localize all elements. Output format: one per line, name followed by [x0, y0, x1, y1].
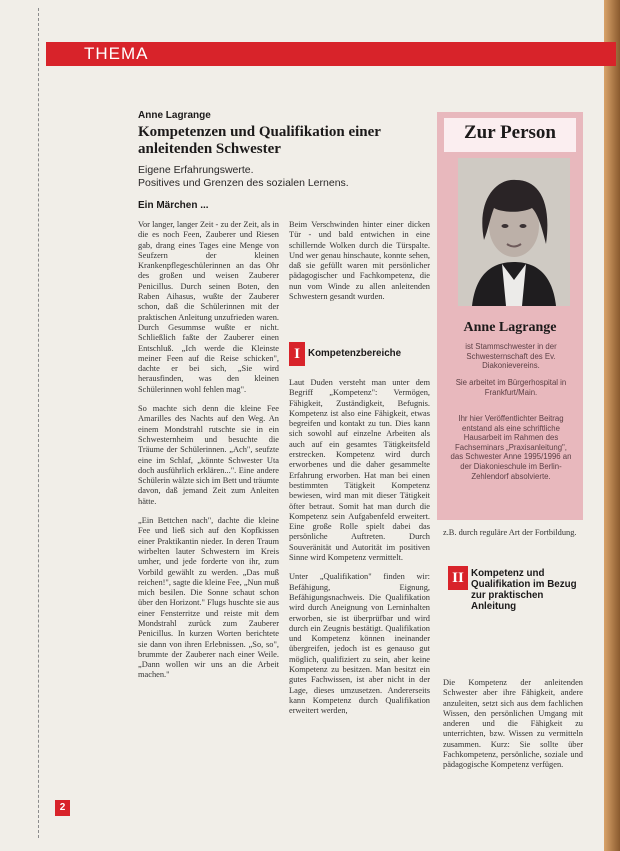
page-number: 2: [55, 800, 70, 816]
sidebar-title: Zur Person: [463, 122, 556, 143]
portrait-illustration: [458, 158, 570, 306]
column-1: [138, 220, 279, 690]
section-heading-text: Kompetenzbereiche: [308, 348, 402, 359]
paragraph: „Ein Bettchen nach", dachte die kleine Fee und ließ sich auf den Kopfkissen einer Praktikantin nieder. In deren Traum wirbelten lauter Schwestern im Kreis umher, und jede forderte von ihr, zum Vorbild gewählt zu werden. „Das muß reichen!", sagte die kleine Fee, „Nun muß mich besilen. Die Sonne schaut schon über den Horizont." Flugs huschte sie aus einer Fensterritze und reiste mit dem Mondstrahl zurück zum Zauberer Penicillus. In kurzen Worten berichtete sie dann von ihren Erlebnissen. „So, so", brummte der Zauberer nach einer Weile. „Dann wollen wir uns an die Arbeit machen.": [138, 516, 279, 680]
scan-edge: [38, 8, 40, 838]
column-3-body: [443, 678, 583, 780]
roman-numeral: II: [448, 566, 468, 590]
author-name: Anne Lagrange: [138, 110, 211, 121]
paragraph: z.B. durch reguläre Art der Fortbildung.: [443, 528, 577, 537]
paragraph: Vor langer, langer Zeit - zu der Zeit, als in die es noch Feen, Zauberer und Riesen gab, drang eines Tages eine Menge von Seufzern der kleinen Krankenpflegeschülerinnen an das Ohr des großen und weisen Zauberer Penicillus. Durch seinen Boten, den Raben Aihasus, wußte der Zauberer schon, daß die Schülerinnen mit der praktischen Anleitung unzufrieden waren. Durch Gesummse wußte er nicht. Schließlich faßte der Zauberer einen Entschluß. „Ich werde die Kleinste meiner Feen auf die Reise schicken", dachte er bei sich, „Sie wird herausfinden, was den kleinen Schülerinnen wohl fehlen mag".: [138, 220, 279, 394]
article-title: Kompetenzen und Qualifikation einer anleitenden Schwester: [138, 124, 381, 157]
sidebar-paragraph: ist Stammschwester in der Schwesternschaft des Ev. Diakonievereins.: [465, 342, 557, 371]
book-spine-edge: [604, 0, 620, 851]
section-heading-maerchen: Ein Märchen ...: [138, 200, 209, 211]
sidebar-title-box: [444, 118, 576, 152]
section-band: [46, 42, 616, 66]
section-heading-text: Kompetenz und Qualifikation im Bezug zur praktischen Anleitung: [471, 568, 577, 612]
column-3-top: [443, 528, 583, 547]
subtitle-line: Positives und Grenzen des sozialen Lernens.: [138, 177, 349, 189]
column-2-body: [289, 378, 430, 726]
sidebar-paragraph: Ihr hier Veröffentlichter Beitrag entstand als eine schriftliche Hausarbeit im Rahmen des Fachseminars „Praxisanleitung", das Schwester Anne 1995/1996 an der Diakonieschule im Berlin-Zehlendorf absolvierte.: [450, 414, 572, 481]
paragraph: Die Kompetenz der anleitenden Schwester aber ihre Fähigkeit, andere anzuleiten, setzt sich aus dem fachlichen Wissen, den persönlichen Umgang mit anderen und die Fähigkeit zu unterrichten, bzw. Wissen zu vermitteln zusammen. Kurz: Sie sollte über Fachkompetenz, persönliche, soziale und pädagogische Kompetenz verfügen.: [443, 678, 583, 770]
paragraph: Beim Verschwinden hinter einer dicken Tür - und bald entwichen in eine schillernde Wolken durch die Türspalte. Und wer genau hinschaute, konnte sehen, daß sie gefüllt waren mit persönlicher pädagogischer und Fachkompetenz, die nun vom Winde zu allen anleitenden Schwestern gesandt wurden.: [289, 220, 430, 302]
article-subtitle: [138, 164, 428, 190]
column-2-top: [289, 220, 430, 311]
subtitle-line: Eigene Erfahrungswerte.: [138, 164, 254, 176]
roman-numeral: I: [289, 342, 305, 366]
sidebar-person-name: Anne Lagrange: [463, 320, 557, 335]
author-photo: [458, 158, 570, 306]
sidebar-paragraph: Sie arbeitet im Bürgerhospital in Frankfurt/Main.: [455, 378, 567, 397]
section-heading-II: [448, 566, 588, 612]
paragraph: So machte sich denn die kleine Fee Amarilles des Nachts auf den Weg. An einem Mondstrahl rutschte sie in ein Schwesternheim und besuchte die Träume der Schülerinnen. „Ach", seufzte eine im Schlaf, „könnte Schwester Uta doch ausführlich erklären...". Eine andere Schülerin wälzte sich im Bett und träumte davon, daß jemand Zeit zum Anleiten hätte.: [138, 404, 279, 506]
section-label: THEMA: [84, 44, 149, 63]
section-heading-I: [289, 342, 430, 366]
paragraph: Unter „Qualifikation" finden wir: Befähigung, Eignung, Befähigungsnachweis. Die Qualifikation wird durch Aneignung von Lerninhalten erworben, sie ist überprüfbar und wird durch ein Zeugnis bestätigt. Qualifikation und Kompetenz können ineinander übergreifen, jedoch ist es genauso gut möglich, qualifiziert zu sein, aber keine Kompetenz zu besitzen. Man besitzt ein gutes Fachwissen, ist aber nicht in der Lage, dieses umzusetzen. Andererseits kann Kompetenz durch Qualifikation erweitert werden,: [289, 572, 430, 716]
paragraph: Laut Duden versteht man unter dem Begriff „Kompetenz": Vermögen, Fähigkeit, Zuständigkeit, Befugnis. Kompetenz ist also eine Fähigkeit, etwas begreifen und kontakt zu tun. Dies kann sich sowohl auf einzelne Arbeiten als auch auf ein gesamtes Tätigkeitsfeld erstrecken. Kompetenz wird durch erworbenes und die daher gesammelte Erfahrung erworben. Hat man bei einen bestimmten Tätigkeit Kompetenz bewiesen, wird man mit dieser Tätigkeit öfter betraut. Somit hat man durch die Kompetenz sein Aufgabenfeld erweitert. Eine große Rolle spielt dabei das persönliche Auftreten. Durch Souveränität und Autorität im positiven Sinne wird Kompetenz vermittelt.: [289, 378, 430, 563]
